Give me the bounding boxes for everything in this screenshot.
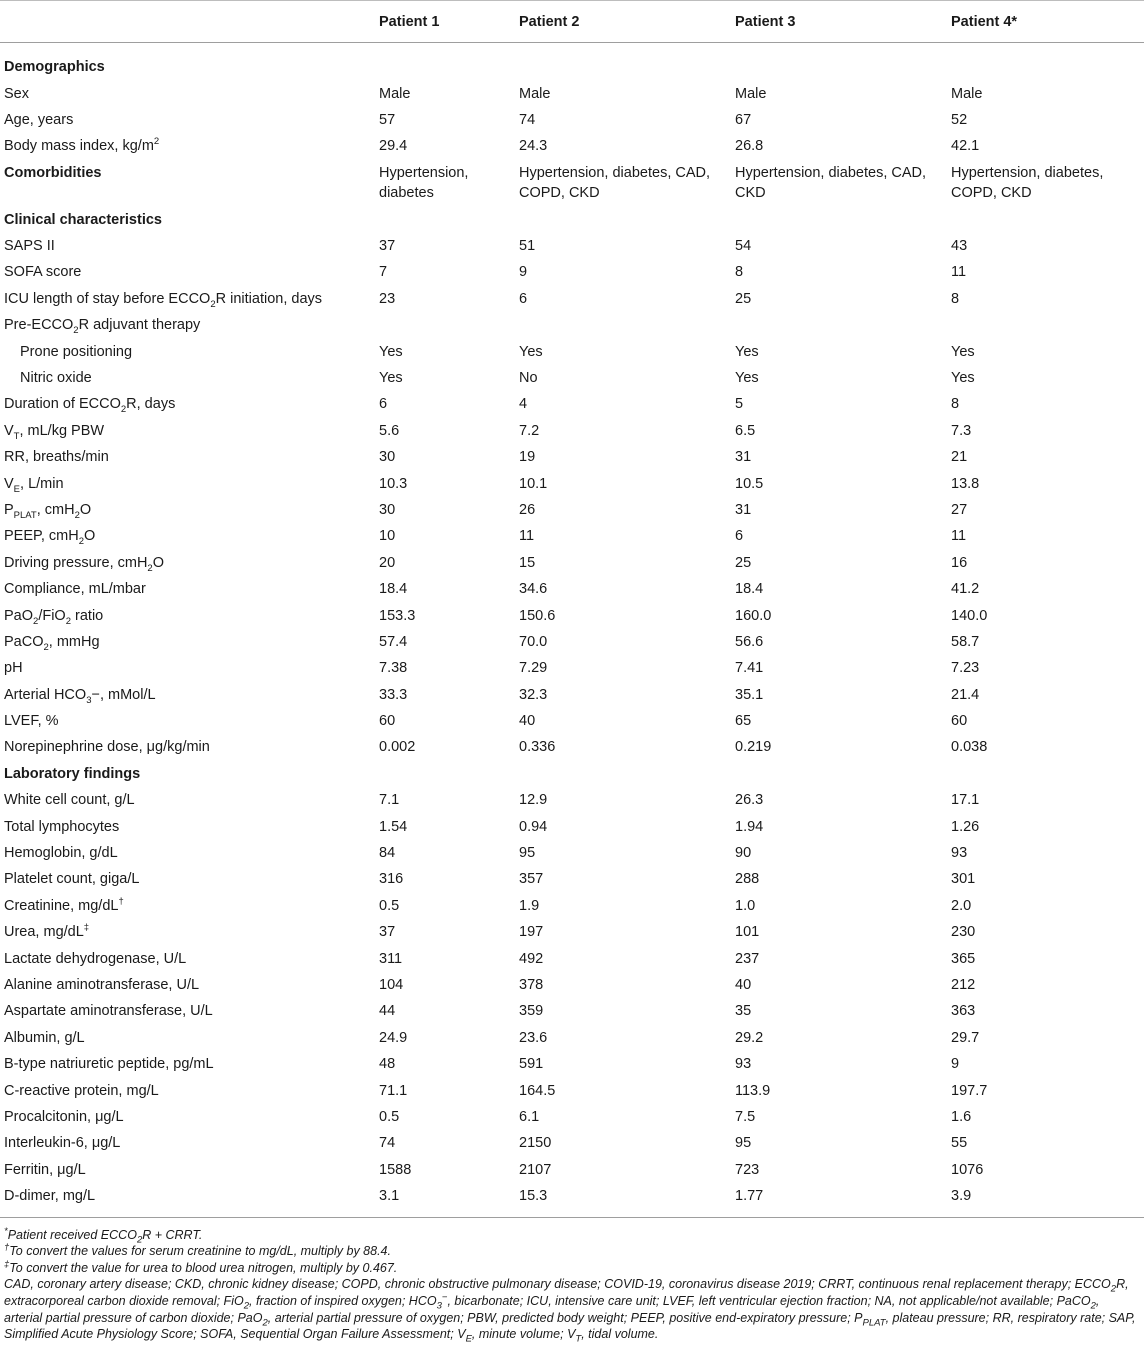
value-cell-patient-2: 7.29: [519, 660, 548, 677]
value-cell-patient-3: Hypertension, diabetes, CAD, CKD: [735, 164, 927, 202]
value-cell-patient-4: 42.1: [951, 138, 980, 155]
value-cell-patient-2: [515, 43, 731, 80]
table-section-row: [0, 206, 1144, 232]
value-cell-patient-3: 160.0: [735, 607, 772, 624]
value-cell-patient-4: 2.0: [951, 897, 972, 914]
row-label-cell: Hemoglobin, g/dL: [4, 845, 118, 862]
table-row: [0, 443, 1144, 469]
value-cell-patient-4: 3.9: [947, 1182, 1144, 1217]
value-cell-patient-3: 288: [735, 871, 760, 888]
value-cell-patient-1: [375, 760, 515, 786]
value-cell-patient-4: 8: [951, 290, 960, 307]
table-row: [0, 865, 1144, 891]
value-cell-patient-3: Male: [735, 85, 767, 102]
value-cell-patient-3: 101: [735, 924, 760, 941]
row-label-cell: B-type natriuretic peptide, pg/mL: [4, 1056, 214, 1073]
value-cell-patient-1: [375, 311, 515, 337]
value-cell-patient-1: 0.002: [379, 739, 416, 756]
value-cell-patient-2: 6: [519, 290, 528, 307]
value-cell-patient-4: 0.038: [951, 739, 988, 756]
value-cell-patient-1: 153.3: [379, 607, 416, 624]
value-cell-patient-3: [731, 43, 947, 80]
value-cell-patient-2: 74: [519, 111, 536, 128]
value-cell-patient-3: 0.219: [735, 739, 772, 756]
value-cell-patient-1: 44: [379, 1003, 396, 1020]
value-cell-patient-3: 25: [735, 290, 752, 307]
value-cell-patient-2: 492: [519, 950, 544, 967]
value-cell-patient-4: 21: [951, 449, 968, 466]
table-row: [0, 285, 1144, 311]
value-cell-patient-3: 5: [735, 396, 744, 413]
table-row: [0, 132, 1144, 158]
row-label-cell: Procalcitonin, μg/L: [4, 1108, 124, 1125]
value-cell-patient-3: 29.2: [735, 1029, 764, 1046]
value-cell-patient-4: 365: [951, 950, 976, 967]
value-cell-patient-1: 71.1: [379, 1082, 408, 1099]
value-cell-patient-3: 35.1: [735, 686, 764, 703]
table-row: [0, 364, 1144, 390]
value-cell-patient-4: 29.7: [951, 1029, 980, 1046]
value-cell-patient-1: 7.1: [379, 792, 400, 809]
table-row: [0, 971, 1144, 997]
value-cell-patient-2: 15.3: [515, 1182, 731, 1217]
value-cell-patient-2: 23.6: [519, 1029, 548, 1046]
value-cell-patient-2: 70.0: [519, 633, 548, 650]
value-cell-patient-1: 1588: [379, 1161, 412, 1178]
row-label-cell: $V_E$, L/min: [4, 475, 64, 495]
value-cell-patient-1: 23: [379, 290, 396, 307]
value-cell-patient-2: 2150: [519, 1135, 552, 1152]
header-cell-patient-1: Patient 1: [375, 1, 515, 43]
value-cell-patient-3: 26.8: [735, 138, 764, 155]
value-cell-patient-4: 1076: [951, 1161, 984, 1178]
value-cell-patient-1: 29.4: [379, 138, 408, 155]
value-cell-patient-4: 1.6: [951, 1108, 972, 1125]
value-cell-patient-4: [947, 43, 1144, 80]
table-header-row: [0, 1, 1144, 43]
table-row: [0, 1129, 1144, 1155]
row-label-cell: SOFA score: [4, 264, 82, 281]
value-cell-patient-3: 67: [735, 111, 752, 128]
value-cell-patient-2: 197: [519, 924, 544, 941]
value-cell-patient-4: 41.2: [951, 581, 980, 598]
value-cell-patient-1: 6: [379, 396, 388, 413]
row-label-cell: ICU length of stay before $ECCO_2R$ initiation, days: [4, 290, 323, 310]
value-cell-patient-3: 18.4: [735, 581, 764, 598]
row-label-cell: Driving pressure, cmH$_2$O: [4, 554, 164, 574]
table-row: [0, 1182, 1144, 1217]
row-label-cell: D-dimer, mg/L: [0, 1182, 375, 1217]
table-row: [0, 707, 1144, 733]
value-cell-patient-4: [947, 206, 1144, 232]
value-cell-patient-4: 55: [951, 1135, 968, 1152]
row-label-cell: Demographics: [4, 59, 105, 75]
value-cell-patient-4: 197.7: [951, 1082, 988, 1099]
value-cell-patient-3: 1.94: [735, 818, 764, 835]
value-cell-patient-3: 237: [735, 950, 760, 967]
footnote: †To convert the values for serum creatinine to mg/dL, multiply by 88.4.: [4, 1242, 391, 1259]
value-cell-patient-1: Yes: [379, 343, 403, 360]
value-cell-patient-4: 212: [951, 977, 976, 993]
value-cell-patient-4: 1.26: [951, 818, 980, 835]
value-cell-patient-2: 95: [519, 845, 536, 862]
value-cell-patient-4: 9: [951, 1056, 960, 1073]
row-label-cell: PEEP, cmH$_2$O: [4, 528, 96, 548]
value-cell-patient-3: 8: [735, 264, 744, 281]
value-cell-patient-3: 40: [735, 977, 752, 993]
value-cell-patient-3: [731, 311, 947, 337]
value-cell-patient-4: 11: [951, 264, 967, 281]
table-row: [0, 417, 1144, 443]
value-cell-patient-2: 2107: [519, 1161, 552, 1178]
footnote: ‡To convert the value for urea to blood urea nitrogen, multiply by 0.467.: [4, 1258, 398, 1275]
value-cell-patient-2: 591: [519, 1056, 544, 1073]
row-label-cell: Body mass index, $kg/m^2$: [4, 136, 160, 155]
value-cell-patient-1: Hypertension, diabetes: [379, 164, 469, 202]
value-cell-patient-1: 10.3: [379, 475, 408, 492]
row-label-cell: PaCO$_2$, mmHg: [4, 633, 100, 653]
row-label-cell: Compliance, mL/mbar: [4, 581, 146, 598]
value-cell-patient-2: No: [519, 370, 538, 387]
value-cell-patient-2: 11: [519, 528, 535, 545]
value-cell-patient-2: Yes: [519, 343, 543, 360]
table-row: [0, 390, 1144, 416]
value-cell-patient-2: 10.1: [519, 475, 548, 492]
value-cell-patient-4: 230: [951, 924, 976, 941]
value-cell-patient-3: 35: [735, 1003, 752, 1020]
value-cell-patient-1: 30: [379, 449, 396, 466]
row-label-cell: Nitric oxide: [20, 370, 92, 387]
value-cell-patient-4: 7.3: [951, 422, 972, 439]
table-row: [0, 549, 1144, 575]
row-label-cell: Norepinephrine dose, μg/kg/min: [4, 739, 210, 756]
value-cell-patient-3: 723: [735, 1161, 760, 1178]
value-cell-patient-3: 1.0: [735, 897, 756, 914]
table-row: [0, 470, 1144, 496]
row-label-cell: Aspartate aminotransferase, U/L: [4, 1003, 213, 1020]
table-row: [0, 892, 1144, 918]
table-section-row: [0, 760, 1144, 786]
value-cell-patient-2: Hypertension, diabetes, CAD, COPD, CKD: [519, 164, 711, 202]
value-cell-patient-1: 37: [379, 924, 396, 941]
row-label-cell: SAPS II: [4, 238, 55, 255]
value-cell-patient-3: Yes: [735, 343, 759, 360]
table-row: [0, 945, 1144, 971]
value-cell-patient-4: 93: [951, 845, 968, 862]
row-label-cell: RR, breaths/min: [4, 449, 109, 466]
row-label-cell: Comorbidities: [4, 164, 102, 181]
value-cell-patient-4: 363: [951, 1003, 976, 1020]
table-row: [0, 1156, 1144, 1182]
value-cell-patient-4: 8: [951, 396, 960, 413]
value-cell-patient-1: 30: [379, 501, 396, 518]
table-row: [0, 1024, 1144, 1050]
value-cell-patient-3: 7.5: [735, 1108, 756, 1125]
value-cell-patient-1: 104: [379, 977, 404, 993]
row-label-cell: Duration of $ECCO_2R$, days: [4, 396, 176, 416]
table-row: [0, 813, 1144, 839]
value-cell-patient-4: 7.23: [951, 660, 980, 677]
row-label-cell: pH: [4, 660, 23, 677]
value-cell-patient-1: 10: [379, 528, 396, 545]
value-cell-patient-1: 60: [379, 713, 396, 730]
row-label-cell: Interleukin-6, μg/L: [4, 1135, 121, 1152]
row-label-cell: Platelet count, giga/L: [4, 871, 140, 888]
header-cell-patient-3: Patient 3: [731, 1, 947, 43]
row-label-cell: Albumin, g/L: [4, 1029, 85, 1046]
value-cell-patient-4: 16: [951, 554, 968, 571]
table-row: [0, 106, 1144, 132]
value-cell-patient-2: 6.1: [519, 1108, 540, 1125]
value-cell-patient-4: 17.1: [951, 792, 980, 809]
table-body: [0, 43, 1144, 1218]
value-cell-patient-1: 0.5: [379, 1108, 400, 1125]
value-cell-patient-2: 0.94: [519, 818, 548, 835]
table-row: [0, 1077, 1144, 1103]
value-cell-patient-4: 13.8: [951, 475, 980, 492]
value-cell-patient-4: 43: [951, 238, 968, 255]
table-row: [0, 681, 1144, 707]
value-cell-patient-4: 21.4: [951, 686, 980, 703]
value-cell-patient-2: [515, 760, 731, 786]
value-cell-patient-1: 5.6: [379, 422, 400, 439]
value-cell-patient-1: [375, 206, 515, 232]
value-cell-patient-1: 3.1: [375, 1182, 515, 1217]
value-cell-patient-4: 60: [951, 713, 968, 730]
table-row: [0, 1050, 1144, 1076]
value-cell-patient-2: [515, 206, 731, 232]
table-row: [0, 733, 1144, 759]
row-label-cell: White cell count, g/L: [4, 792, 135, 809]
table-footnotes: [0, 1218, 1144, 1343]
value-cell-patient-1: 48: [379, 1056, 396, 1073]
value-cell-patient-4: 301: [951, 871, 976, 888]
table-row: [0, 997, 1144, 1023]
value-cell-patient-3: 25: [735, 554, 752, 571]
value-cell-patient-1: 57: [379, 111, 396, 128]
value-cell-patient-3: [731, 206, 947, 232]
value-cell-patient-3: 54: [735, 238, 752, 255]
value-cell-patient-1: 7.38: [379, 660, 408, 677]
value-cell-patient-2: 4: [519, 396, 528, 413]
row-label-cell: Total lymphocytes: [4, 818, 120, 835]
value-cell-patient-3: 31: [735, 501, 752, 518]
value-cell-patient-3: 10.5: [735, 475, 764, 492]
value-cell-patient-3: 93: [735, 1056, 752, 1073]
row-label-cell: Laboratory findings: [4, 765, 141, 782]
header-cell-patient-2: Patient 2: [515, 1, 731, 43]
value-cell-patient-3: 6: [735, 528, 744, 545]
value-cell-patient-4: 11: [951, 528, 967, 545]
value-cell-patient-3: 95: [735, 1135, 752, 1152]
footnote: *Patient received $ECCO_2R$ + CRRT.: [4, 1225, 203, 1246]
value-cell-patient-2: 7.2: [519, 422, 540, 439]
value-cell-patient-2: 15: [519, 554, 536, 571]
value-cell-patient-4: Male: [951, 85, 983, 102]
row-label-cell: LVEF, %: [4, 713, 59, 730]
table-row: [0, 496, 1144, 522]
row-label-cell: Urea, mg/dL‡: [4, 922, 90, 941]
table-row: [0, 839, 1144, 865]
row-label-cell: Age, years: [4, 111, 74, 128]
value-cell-patient-3: 90: [735, 845, 752, 862]
row-label-cell: Sex: [4, 85, 29, 102]
value-cell-patient-4: Yes: [951, 370, 975, 387]
value-cell-patient-4: [947, 760, 1144, 786]
row-label-cell: $P_{PLAT}$, cmH$_2$O: [4, 501, 92, 521]
value-cell-patient-2: 357: [519, 871, 544, 888]
value-cell-patient-2: 34.6: [519, 581, 548, 598]
value-cell-patient-1: 37: [379, 238, 396, 255]
value-cell-patient-2: 378: [519, 977, 544, 993]
value-cell-patient-2: 9: [519, 264, 528, 281]
header-cell-label: [0, 1, 375, 43]
row-label-cell: Lactate dehydrogenase, U/L: [4, 950, 187, 967]
value-cell-patient-1: 0.5: [379, 897, 400, 914]
row-label-cell: Ferritin, μg/L: [4, 1161, 86, 1178]
table-row: [0, 1103, 1144, 1129]
value-cell-patient-1: 18.4: [379, 581, 408, 598]
table-row: [0, 786, 1144, 812]
table-row: [0, 80, 1144, 106]
row-label-cell: C-reactive protein, mg/L: [4, 1082, 159, 1099]
value-cell-patient-2: 24.3: [519, 138, 548, 155]
row-label-cell: Pre-$ECCO_2R$ adjuvant therapy: [4, 317, 201, 337]
table-section-row: [0, 43, 1144, 80]
value-cell-patient-1: Male: [379, 85, 411, 102]
value-cell-patient-4: [947, 311, 1144, 337]
value-cell-patient-1: 24.9: [379, 1029, 408, 1046]
value-cell-patient-3: 7.41: [735, 660, 764, 677]
value-cell-patient-2: 1.9: [519, 897, 540, 914]
value-cell-patient-2: Male: [519, 85, 551, 102]
value-cell-patient-2: 26: [519, 501, 536, 518]
table-row: [0, 575, 1144, 601]
table-row: [0, 311, 1144, 337]
value-cell-patient-3: 56.6: [735, 633, 764, 650]
row-label-cell: Arterial $HCO_3-$, mMol/L: [4, 686, 156, 706]
value-cell-patient-1: 311: [379, 950, 403, 967]
value-cell-patient-4: 140.0: [951, 607, 988, 624]
value-cell-patient-1: [375, 43, 515, 80]
value-cell-patient-1: 20: [379, 554, 396, 571]
table-row: [0, 232, 1144, 258]
row-label-cell: Alanine aminotransferase, U/L: [4, 977, 200, 993]
value-cell-patient-4: Hypertension, diabetes, COPD, CKD: [951, 164, 1104, 202]
value-cell-patient-2: 0.336: [519, 739, 556, 756]
value-cell-patient-3: 31: [735, 449, 752, 466]
value-cell-patient-1: Yes: [379, 370, 403, 387]
table-row: [0, 654, 1144, 680]
header-cell-patient-4: Patient 4*: [947, 1, 1144, 43]
value-cell-patient-4: Yes: [951, 343, 975, 360]
value-cell-patient-2: 19: [519, 449, 536, 466]
value-cell-patient-3: 6.5: [735, 422, 756, 439]
value-cell-patient-2: 51: [519, 238, 536, 255]
row-label-cell: Creatinine, mg/dL†: [4, 896, 124, 914]
value-cell-patient-2: 40: [519, 713, 536, 730]
value-cell-patient-1: 7: [379, 264, 388, 281]
table-row: [0, 918, 1144, 944]
value-cell-patient-2: 164.5: [519, 1082, 556, 1099]
value-cell-patient-2: [515, 311, 731, 337]
value-cell-patient-2: 359: [519, 1003, 544, 1020]
value-cell-patient-2: 12.9: [519, 792, 548, 809]
value-cell-patient-3: 65: [735, 713, 752, 730]
row-label-cell: Clinical characteristics: [4, 211, 162, 228]
value-cell-patient-4: 58.7: [951, 633, 980, 650]
row-label-cell: Prone positioning: [20, 343, 133, 360]
value-cell-patient-4: 27: [951, 501, 968, 518]
value-cell-patient-1: 57.4: [379, 633, 408, 650]
value-cell-patient-1: 84: [379, 845, 396, 862]
value-cell-patient-1: 316: [379, 871, 404, 888]
value-cell-patient-1: 1.54: [379, 818, 408, 835]
row-label-cell: PaO$_2$/FiO$_2$ ratio: [4, 607, 104, 627]
table-row: [0, 159, 1144, 206]
value-cell-patient-4: 52: [951, 111, 968, 128]
table-row: [0, 628, 1144, 654]
table-row: [0, 258, 1144, 284]
value-cell-patient-1: 74: [379, 1135, 396, 1152]
value-cell-patient-2: 32.3: [519, 686, 548, 703]
value-cell-patient-1: 33.3: [379, 686, 408, 703]
value-cell-patient-3: 113.9: [735, 1082, 771, 1099]
value-cell-patient-3: [731, 760, 947, 786]
row-label-cell: $V_T$, mL/kg PBW: [4, 422, 105, 442]
abbreviations-note: CAD, coronary artery disease; CKD, chronic kidney disease; COPD, chronic obstructive pulmonary disease; COVID-19, coronavirus disease 2019; CRRT, continuous renal replacement therapy; $ECCO_2R$, extracorporeal carbon dioxide removal; FiO$_2$, fraction of inspired oxygen; $HCO_3^-$, bicarbonate; ICU, intensive care unit; LVEF, left ventricular ejection fraction; NA, not applicable/not available; PaCO$_2$, arterial partial pressure of carbon dioxide; PaO$_2$, arterial partial pressure of oxygen; PBW, predicted body weight; PEEP, positive end-expiratory pressure; $P_{PLAT}$, plateau pressure; RR, respiratory rate; SAP, Simplified Acute Physiology Score; SOFA, Sequential Organ Failure Assessment; $V_E$, minute volume; $V_T$, tidal volume.: [4, 1277, 1136, 1345]
value-cell-patient-2: 150.6: [519, 607, 556, 624]
value-cell-patient-3: 26.3: [735, 792, 764, 809]
value-cell-patient-3: Yes: [735, 370, 759, 387]
table-row: [0, 602, 1144, 628]
value-cell-patient-3: 1.77: [731, 1182, 947, 1217]
table-row: [0, 338, 1144, 364]
table-row: [0, 522, 1144, 548]
